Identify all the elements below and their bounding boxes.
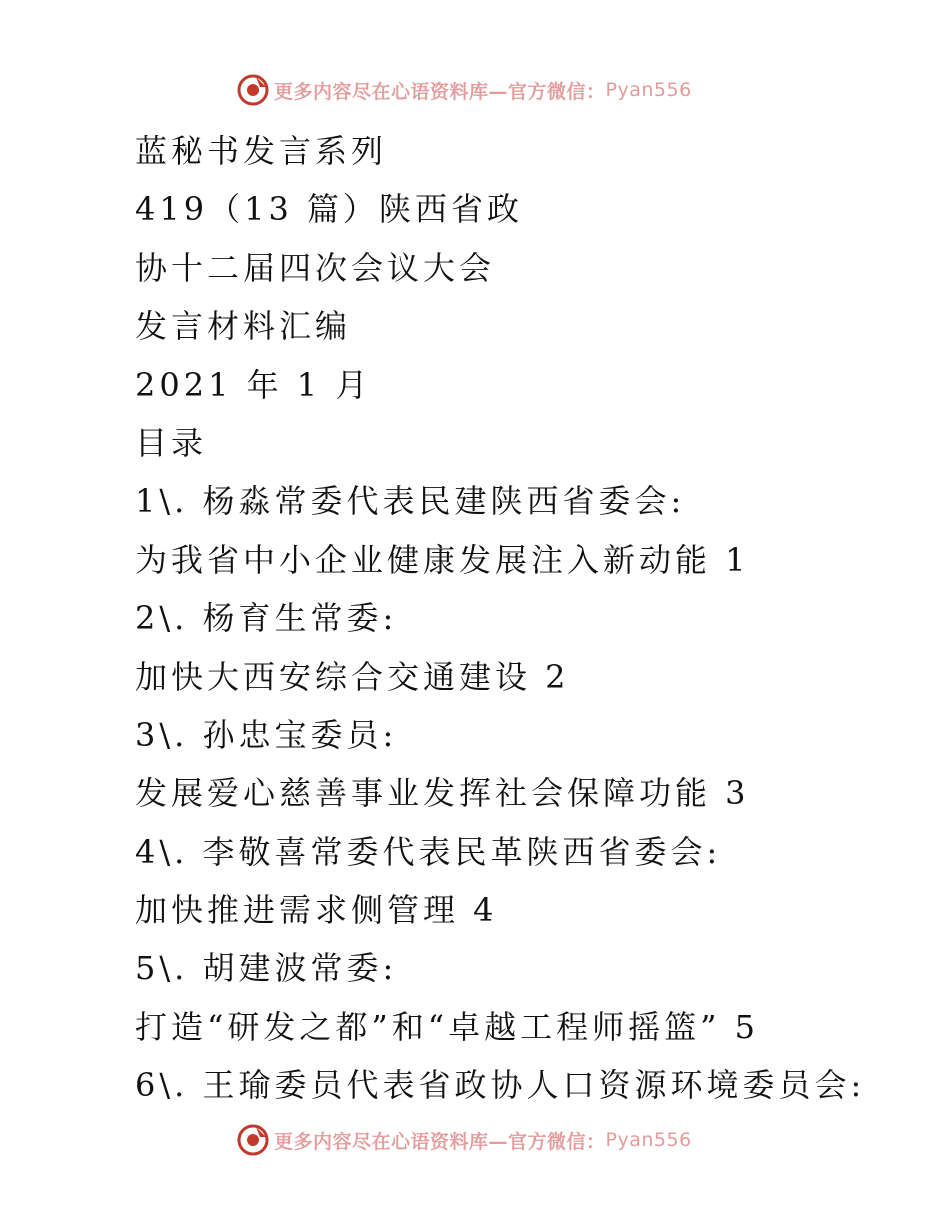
- document-body: [135, 122, 915, 1115]
- watermark-text: 更多内容尽在心语资料库—官方微信：: [274, 1130, 606, 1153]
- header-watermark: [236, 70, 692, 110]
- doc-line: 加快大西安综合交通建设 2: [135, 657, 570, 696]
- doc-line: 2\. 杨育生常委:: [135, 599, 398, 638]
- doc-line: 4\. 李敬喜常委代表民革陕西省委会:: [135, 832, 722, 871]
- doc-line: 打造“研发之都”和“卓越工程师摇篮” 5: [135, 1007, 759, 1046]
- watermark-id: Pyan556: [605, 1129, 692, 1151]
- doc-line: 蓝秘书发言系列: [135, 132, 388, 170]
- doc-line: 为我省中小企业健康发展注入新动能 1: [135, 540, 750, 579]
- doc-line: 6\. 王瑜委员代表省政协人口资源环境委员会:: [135, 1066, 866, 1105]
- doc-line: 2021 年 1 月: [135, 365, 372, 404]
- doc-line: 5\. 胡建波常委:: [135, 949, 398, 988]
- doc-line: 目录: [135, 423, 208, 462]
- doc-line: 协十二届四次会议大会: [135, 248, 496, 287]
- watermark-id: Pyan556: [605, 79, 692, 101]
- doc-line: 1\. 杨淼常委代表民建陕西省委会:: [135, 482, 686, 521]
- logo-icon: [236, 1123, 270, 1157]
- watermark-text: 更多内容尽在心语资料库—官方微信：: [274, 80, 606, 103]
- doc-line: 419（13 篇）陕西省政: [135, 190, 523, 229]
- footer-watermark: [236, 1120, 692, 1160]
- doc-line: 发展爱心慈善事业发挥社会保障功能 3: [135, 774, 750, 813]
- doc-line: 加快推进需求侧管理 4: [135, 891, 498, 930]
- doc-line: 3\. 孙忠宝委员:: [135, 715, 398, 754]
- logo-icon: [236, 73, 270, 107]
- doc-line: 发言材料汇编: [135, 307, 352, 346]
